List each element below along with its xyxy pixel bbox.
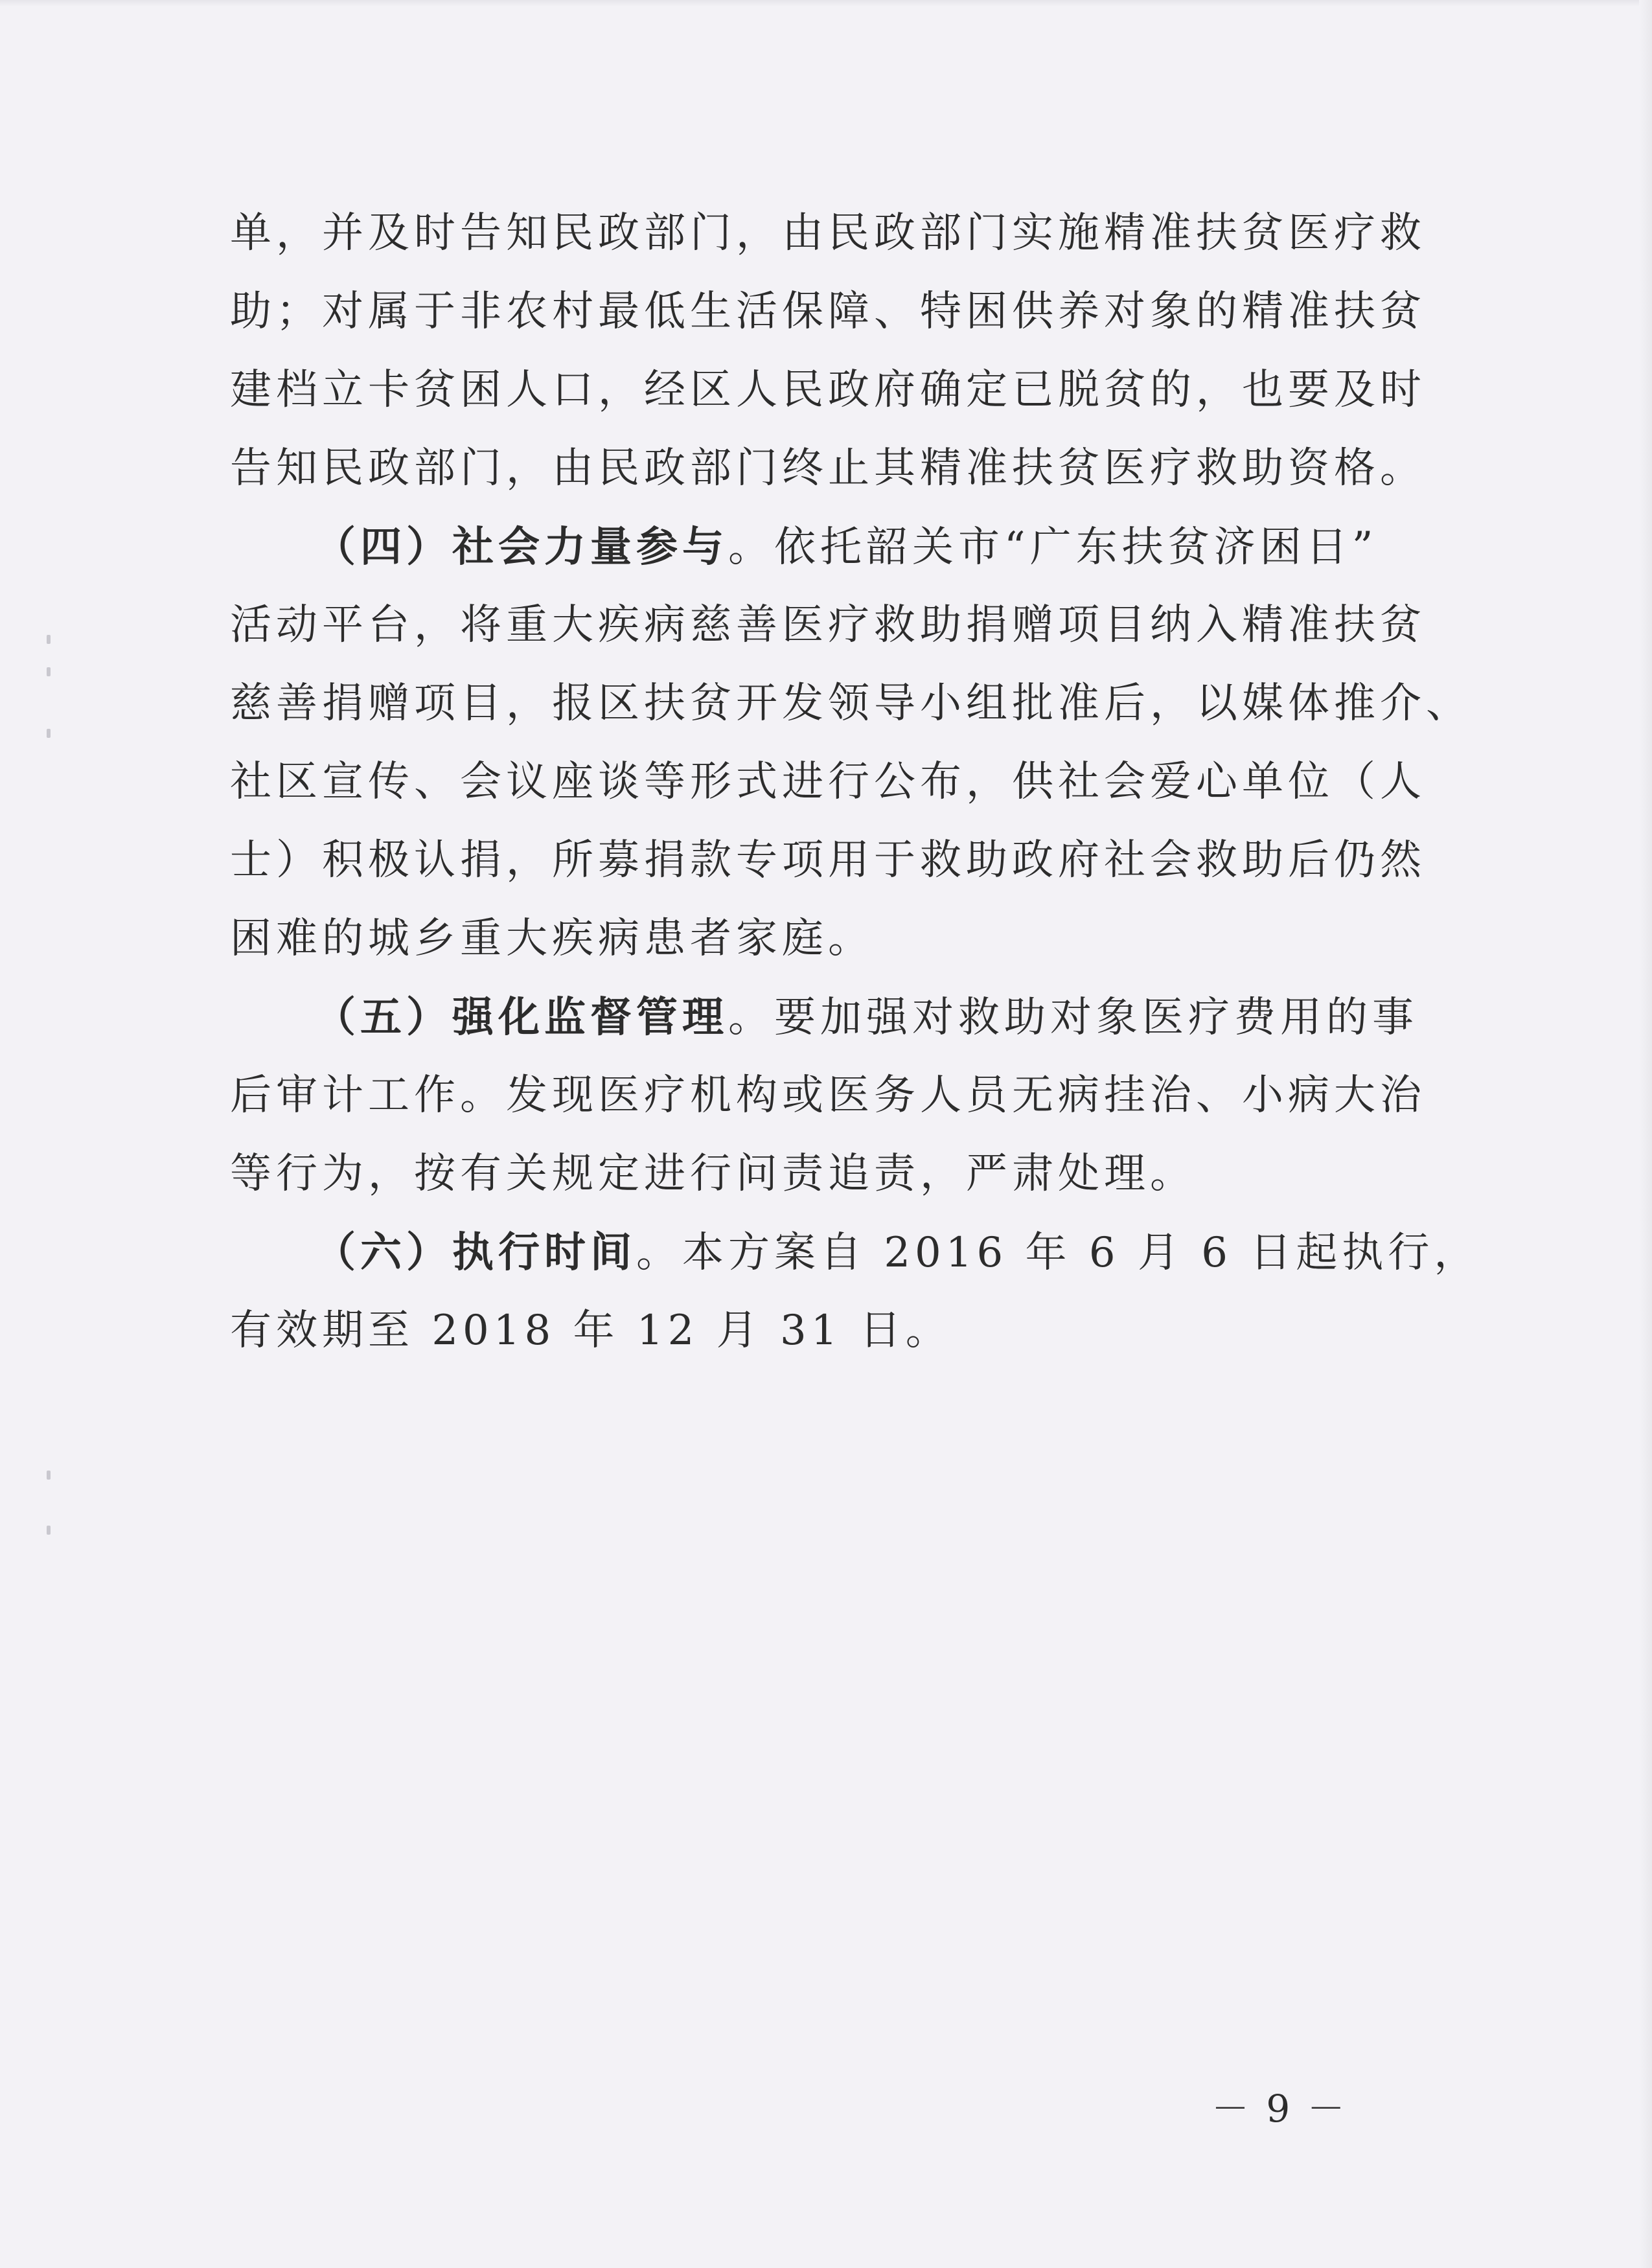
document-body — [230, 194, 1480, 1370]
text-line: 社区宣传、会议座谈等形式进行公布，供社会爱心单位（人 — [230, 758, 1426, 806]
page-number: － 9 － — [1211, 2087, 1348, 2131]
section-6-heading: （六）执行时间 — [314, 1228, 636, 1277]
text-line: 后审计工作。发现医疗机构或医务人员无病挂治、小病大治 — [230, 1071, 1426, 1119]
binding-hole-mark — [47, 1471, 51, 1480]
section-4-first-line — [230, 508, 1378, 586]
text-line: 告知民政部门，由民政部门终止其精准扶贫医疗救助资格。 — [230, 444, 1426, 492]
scan-right-edge — [1639, 0, 1652, 2268]
text-line: 士）积极认捐，所募捐款专项用于救助政府社会救助后仍然 — [230, 836, 1426, 884]
text-line: 等行为，按有关规定进行问责追责，严肃处理。 — [230, 1150, 1196, 1198]
binding-hole-mark — [47, 1526, 51, 1535]
text-line: 助；对属于非农村最低生活保障、特困供养对象的精准扶贫 — [230, 288, 1426, 336]
section-6-text: 。本方案自 2016 年 6 月 6 日起执行， — [636, 1229, 1480, 1277]
text-line: 有效期至 2018 年 12 月 31 日。 — [230, 1307, 952, 1355]
section-4-heading: （四）社会力量参与 — [314, 523, 728, 571]
text-line: 慈善捐赠项目，报区扶贫开发领导小组批准后，以媒体推介、 — [230, 680, 1472, 727]
scan-top-shadow — [0, 0, 1652, 6]
section-6-first-line — [230, 1213, 1480, 1292]
section-5-text: 。要加强对救助对象医疗费用的事 — [728, 994, 1418, 1042]
text-line: 建档立卡贫困人口，经区人民政府确定已脱贫的，也要及时 — [230, 366, 1426, 414]
binding-hole-mark — [47, 667, 51, 676]
section-5-heading: （五）强化监督管理 — [314, 993, 728, 1042]
section-5-first-line — [230, 978, 1418, 1057]
binding-hole-mark — [47, 729, 51, 738]
binding-hole-mark — [47, 635, 51, 644]
text-line: 困难的城乡重大疾病患者家庭。 — [230, 915, 874, 963]
text-line: 单，并及时告知民政部门，由民政部门实施精准扶贫医疗救 — [230, 209, 1426, 257]
section-4-text: 。依托韶关市“广东扶贫济困日” — [728, 523, 1378, 571]
text-line: 活动平台，将重大疾病慈善医疗救助捐赠项目纳入精准扶贫 — [230, 601, 1426, 649]
